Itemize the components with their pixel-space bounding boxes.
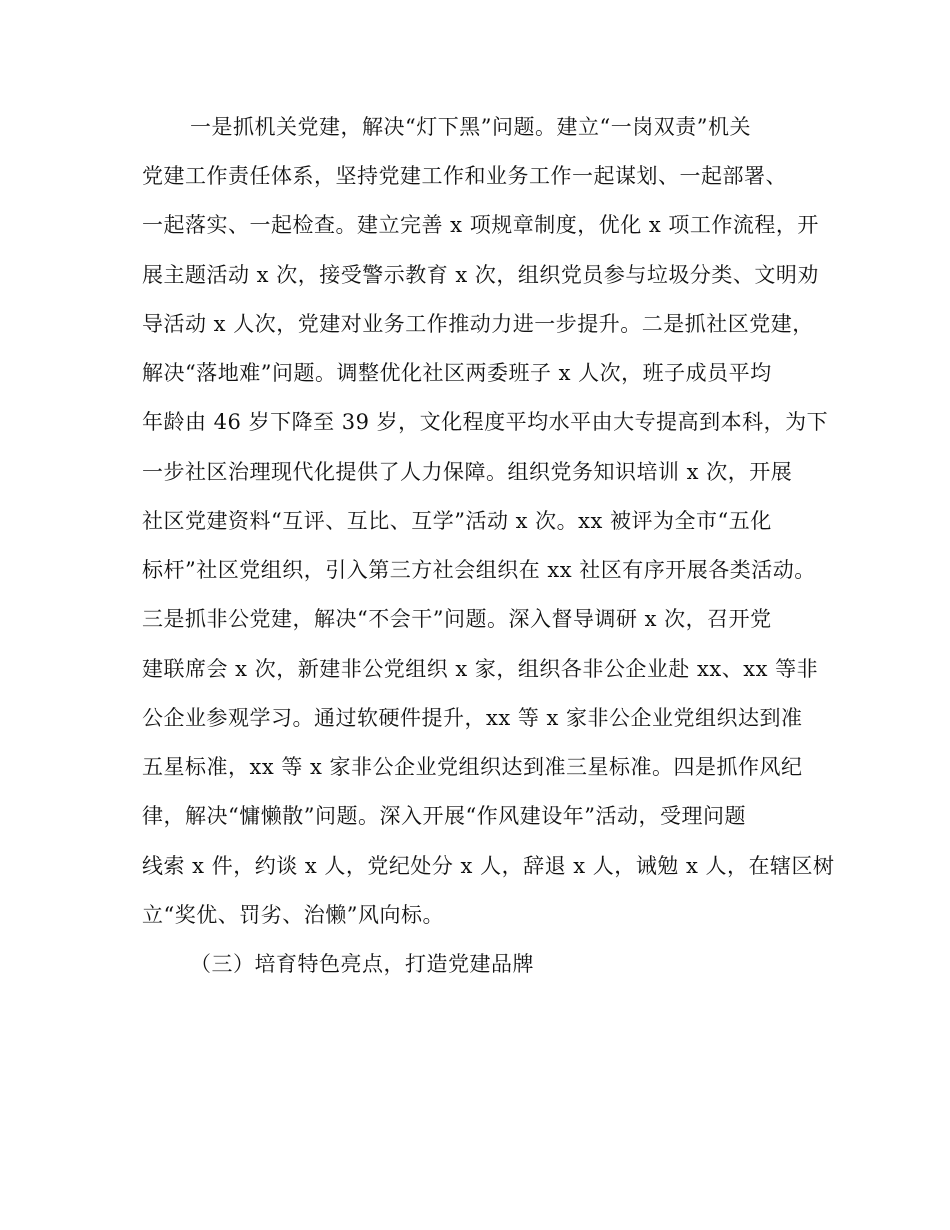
paragraph-line-17: 立“奖优、罚劣、治懒”风向标。	[142, 903, 444, 927]
paragraph-line-15: 律，解决“慵懒散”问题。深入开展“作风建设年”活动，受理问题	[142, 804, 746, 828]
paragraph-line-5: 导活动 x 人次，党建对业务工作推动力进一步提升。二是抓社区党建，	[142, 312, 814, 336]
paragraph-line-1: 一是抓机关党建，解决“灯下黑”问题。建立“一岗双责”机关	[190, 115, 751, 139]
paragraph-line-14: 五星标准，xx 等 x 家非公企业党组织达到准三星标准。四是抓作风纪	[142, 755, 803, 779]
paragraph-line-7: 年龄由 46 岁下降至 39 岁，文化程度平均水平由大专提高到本科，为下	[142, 410, 829, 434]
paragraph-line-9: 社区党建资料“互评、互比、互学”活动 x 次。xx 被评为全市“五化	[142, 509, 772, 533]
paragraph-line-4: 展主题活动 x 次，接受警示教育 x 次，组织党员参与垃圾分类、文明劝	[142, 263, 819, 287]
paragraph-line-10: 标杆”社区党组织，引入第三方社会组织在 xx 社区有序开展各类活动。	[142, 558, 816, 582]
paragraph-line-13: 公企业参观学习。通过软硬件提升，xx 等 x 家非公企业党组织达到准	[142, 706, 803, 730]
paragraph-line-8: 一步社区治理现代化提供了人力保障。组织党务知识培训 x 次，开展	[142, 460, 793, 484]
paragraph-line-3: 一起落实、一起检查。建立完善 x 项规章制度，优化 x 项工作流程，开	[142, 213, 819, 237]
paragraph-line-6: 解决“落地难”问题。调整优化社区两委班子 x 人次，班子成员平均	[142, 361, 772, 385]
paragraph-line-11: 三是抓非公党建，解决“不会干”问题。深入督导调研 x 次，召开党	[142, 607, 772, 631]
paragraph-line-2: 党建工作责任体系，坚持党建工作和业务工作一起谋划、一起部署、	[142, 164, 787, 188]
paragraph-line-12: 建联席会 x 次，新建非公党组织 x 家，组织各非公企业赴 xx、xx 等非	[142, 657, 819, 681]
paragraph-line-16: 线索 x 件，约谈 x 人，党纪处分 x 人，辞退 x 人，诫勉 x 人，在辖区树	[142, 854, 835, 878]
section-heading: （三）培育特色亮点，打造党建品牌	[190, 952, 534, 976]
